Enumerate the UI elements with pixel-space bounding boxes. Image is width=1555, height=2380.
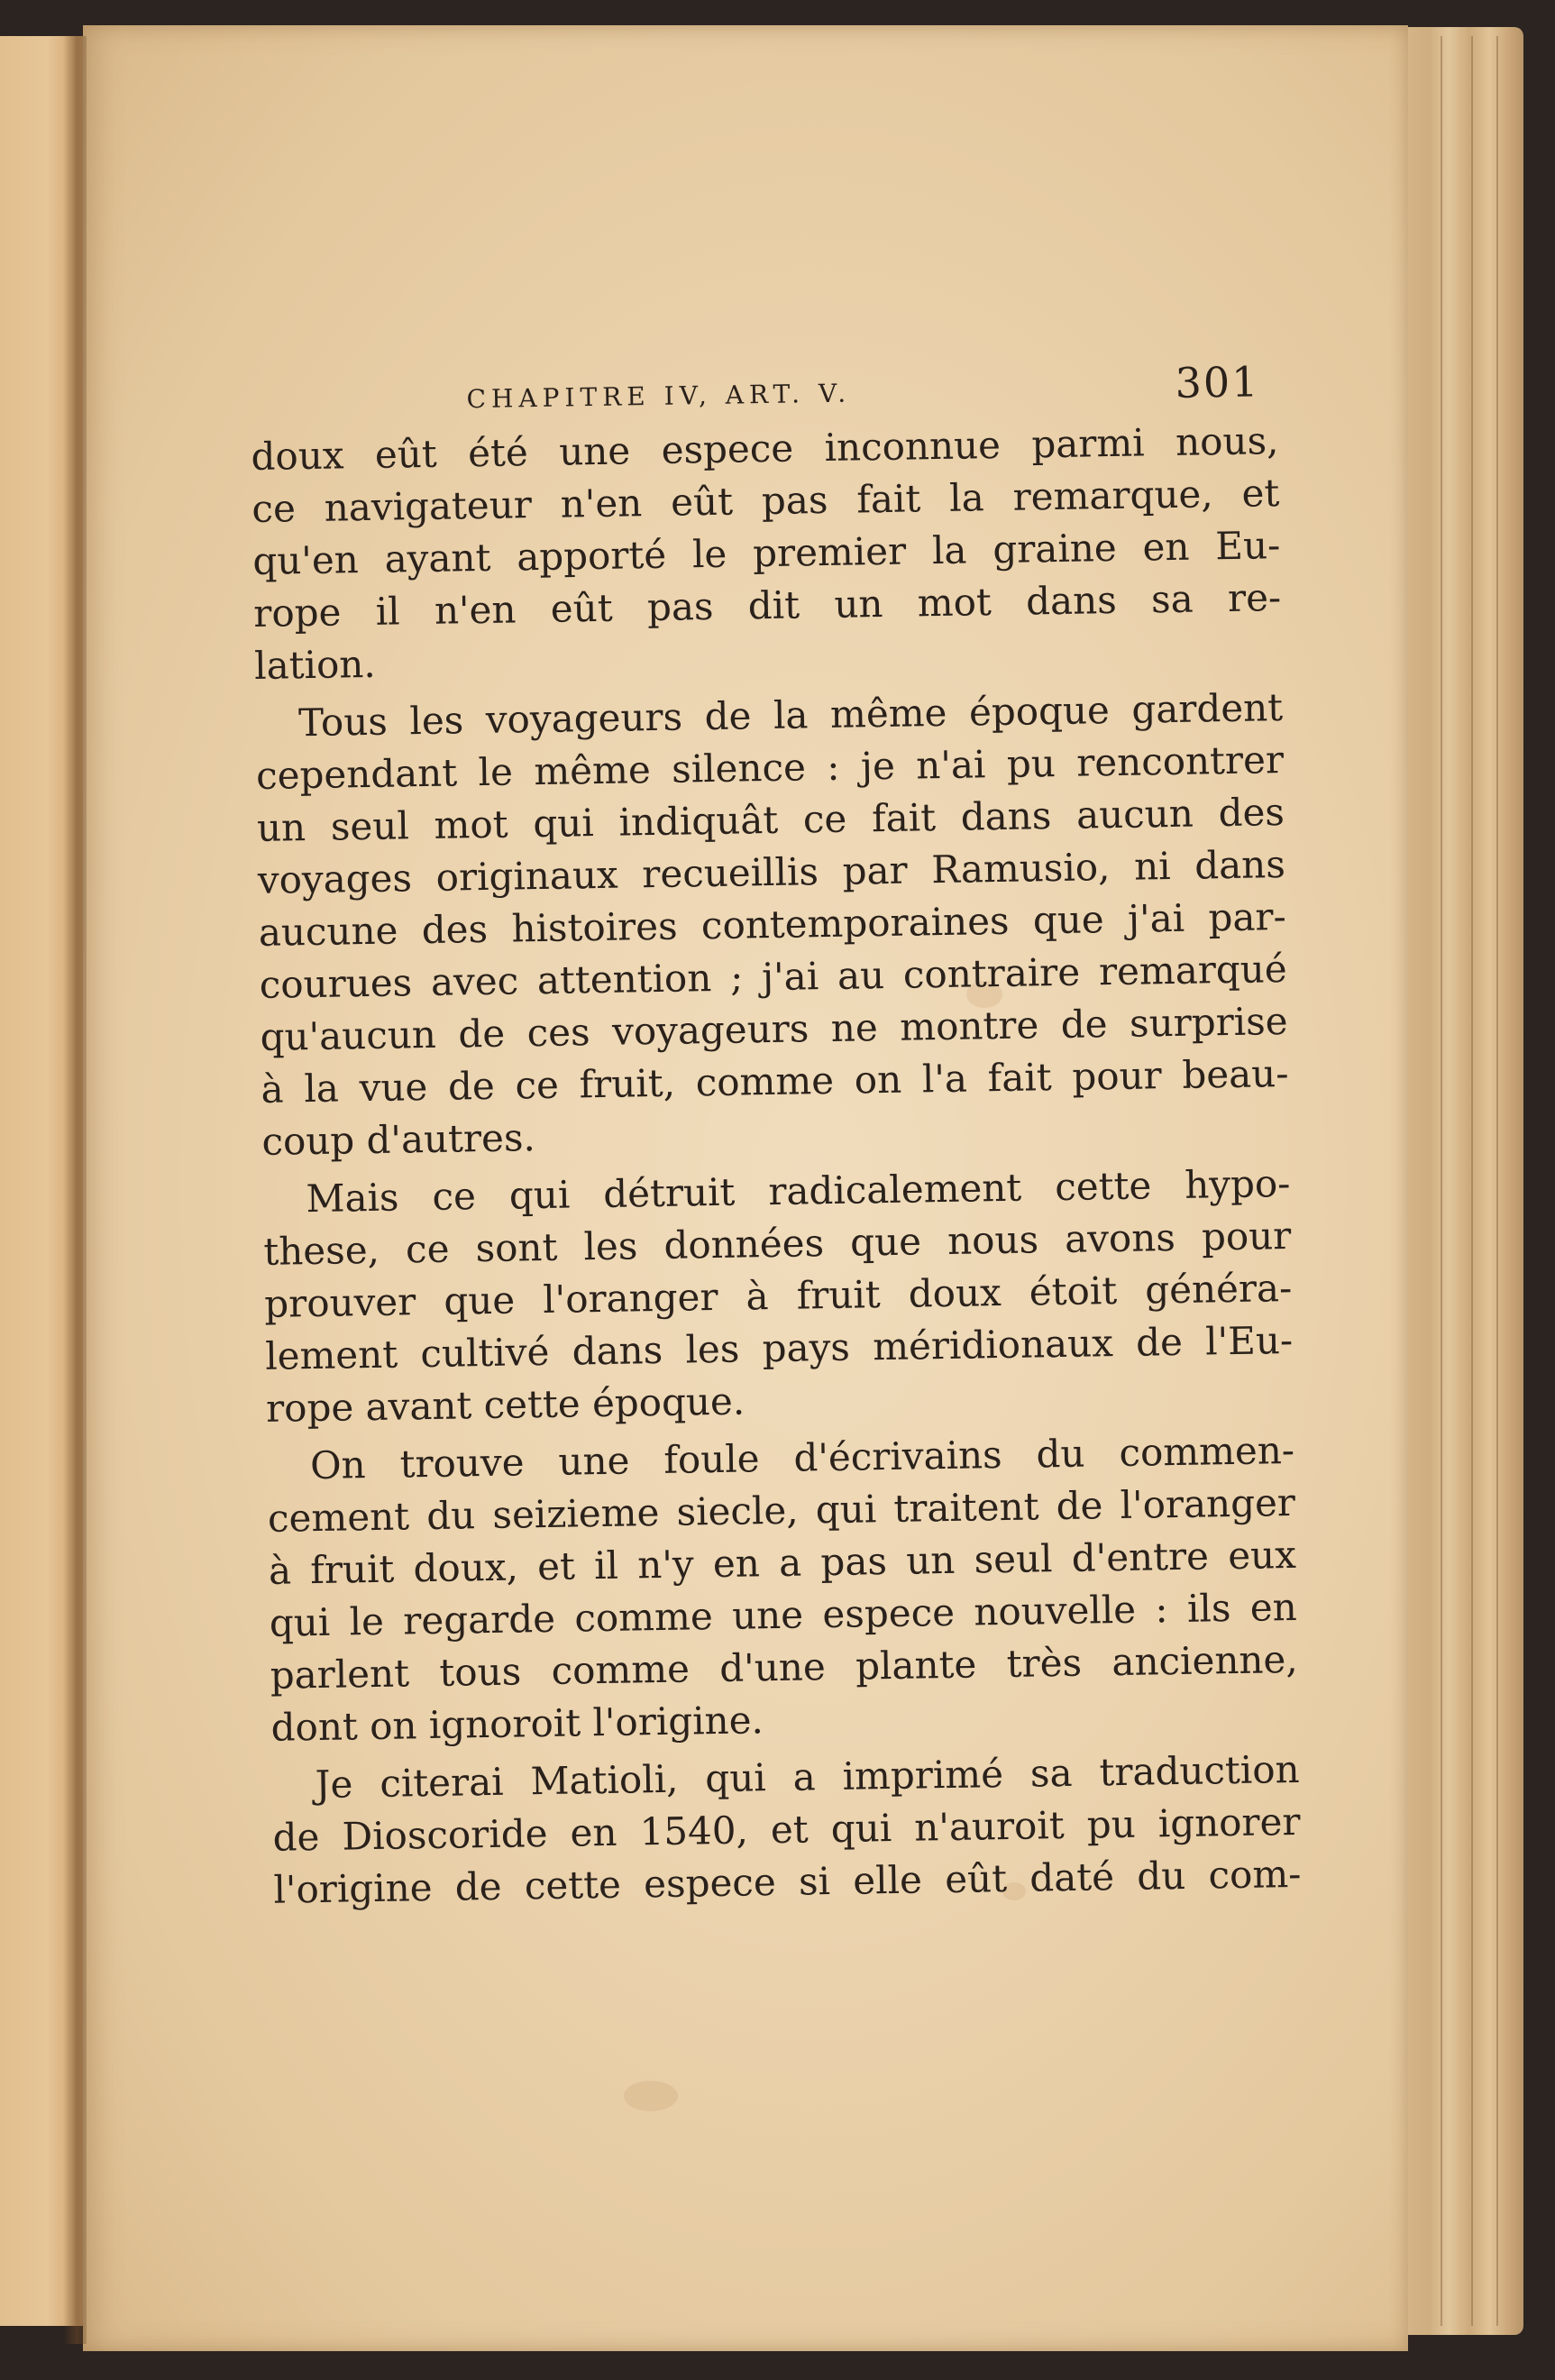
page-edge-stack: [1388, 27, 1523, 2335]
text-line: dont on ignoroit l'origine.: [270, 1698, 764, 1750]
paragraph: [267, 1424, 1299, 1754]
page-number: 301: [1175, 357, 1260, 407]
text-line: cement du seizieme siecle, qui traitent de l'oranger: [267, 1479, 1296, 1541]
text-line: aucune des histoires contemporaines que j'ai par-: [258, 894, 1287, 955]
text-line: courues avec attention ; j'ai au contraire remarqué: [259, 947, 1287, 1007]
text-line: parlent tous comme d'une plante très ancienne,: [270, 1636, 1299, 1698]
text-line: prouver que l'oranger à fruit doux étoit généra-: [263, 1265, 1293, 1326]
page-edge-line: [1496, 36, 1498, 2326]
text-line: rope il n'en eût pas dit un mot dans sa re-: [252, 575, 1282, 636]
text-line: à fruit doux, et il n'y en a pas un seul d'entre eux: [268, 1532, 1297, 1593]
text-line: coup d'autres.: [261, 1115, 536, 1164]
text-line: à la vue de ce fruit, comme on l'a fait pour beau-: [261, 1050, 1289, 1112]
text-line: qu'en ayant apporté le premier la graine en Eu-: [252, 523, 1281, 583]
text-line: Tous les voyageurs de la même époque gardent: [297, 685, 1284, 746]
text-line: rope avant cette époque.: [265, 1378, 745, 1431]
text-line: voyages originaux recueillis par Ramusio, ni dans: [257, 842, 1286, 902]
text-line: lement cultivé dans les pays méridionaux de l'Eu-: [264, 1317, 1294, 1378]
paragraph: [271, 1744, 1302, 1917]
text-line: qu'aucun de ces voyageurs ne montre de surprise: [260, 999, 1288, 1059]
text-line: qui le regarde comme une espece nouvelle : ils en: [269, 1584, 1298, 1645]
paragraph: [251, 415, 1282, 692]
text-line: l'origine de cette espece si elle eût daté du com-: [273, 1851, 1302, 1912]
paper-stain: [624, 2081, 678, 2111]
page-edge-line: [1471, 36, 1473, 2326]
text-line: doux eût été une espece inconnue parmi nous,: [251, 418, 1279, 479]
text-line: cependant le même silence : je n'ai pu rencontrer: [255, 737, 1285, 798]
book-page: [83, 25, 1408, 2351]
paragraph: [255, 682, 1290, 1168]
text-line: de Dioscoride en 1540, et qui n'auroit pu ignorer: [272, 1799, 1301, 1860]
text-line: lation.: [253, 641, 377, 688]
page-edge-line: [1441, 36, 1442, 2326]
binding-gutter: [63, 36, 87, 2344]
paragraph: [262, 1158, 1294, 1435]
text-line: un seul mot qui indiquât ce fait dans aucun des: [256, 790, 1285, 850]
page-text: [250, 352, 1302, 1917]
text-line: Mais ce qui détruit radicalement cette hypo-: [306, 1160, 1291, 1222]
text-line: On trouve une foule d'écrivains du commen-: [309, 1427, 1295, 1488]
text-line: these, ce sont les données que nous avons pour: [263, 1213, 1292, 1274]
text-line: ce navigateur n'en eût pas fait la remarque, et: [252, 471, 1280, 531]
running-head-title: CHAPITRE IV, ART. V.: [466, 378, 852, 415]
text-line: Je citerai Matioli, qui a imprimé sa traduction: [315, 1746, 1300, 1808]
